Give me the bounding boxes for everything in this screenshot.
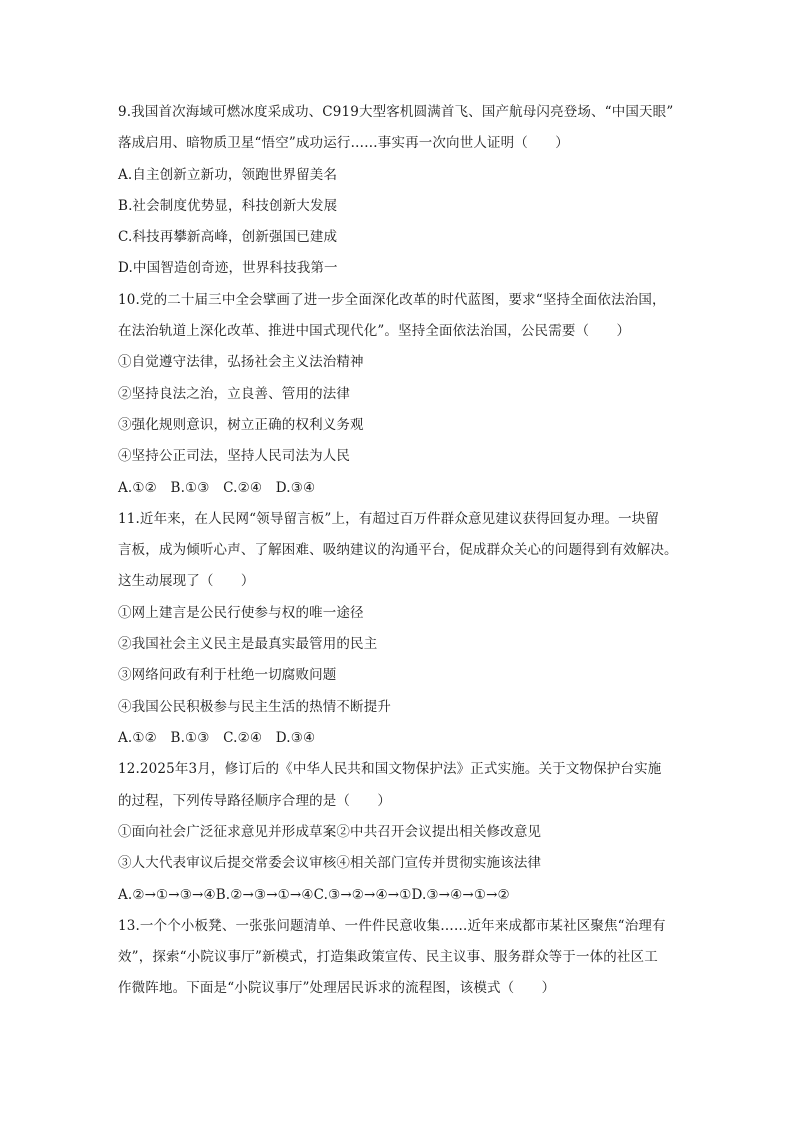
q11-stem-line-3: 这生动展现了（ ） [118,573,255,589]
q9-stem-line-2: 落成启用、暗物质卫星“悟空”成功运行……事实再一次向世人证明（ ） [118,135,569,151]
q13-stem-line-1: 13.一个个小板凳、一张张问题清单、一件件民意收集……近年来成都市某社区聚焦“治理有 [118,918,666,934]
q9-stem-line-1: 9.我国首次海域可燃冰度采成功、C919大型客机圆满首飞、国产航母闪亮登场、“中国天眼” [118,104,674,120]
q12-stem-line-2: 的过程，下列传导路径顺序合理的是（ ） [118,793,391,809]
q10-answer-options: A.①② B.①③ C.②④ D.③④ [118,480,316,496]
q11-answer-options: A.①② B.①③ C.②④ D.③④ [118,730,316,746]
q11-statement-4: ④我国公民积极参与民主生活的热情不断提升 [118,699,391,715]
q12-statement-line-2: ③人大代表审议后提交常委会议审核④相关部门宣传并贯彻实施该法律 [118,855,542,871]
q11-stem-line-1: 11.近年来，在人民网“领导留言板”上，有超过百万件群众意见建议获得回复办理。一块留 [118,511,660,527]
q10-statement-3: ③强化规则意识，树立正确的权利义务观 [118,417,364,433]
q10-stem-line-2: 在法治轨道上深化改革、推进中国式现代化”。坚持全面依法治国，公民需要（ ） [118,323,631,339]
q12-stem-line-1: 12.2025年3月，修订后的《中华人民共和国文物保护法》正式实施。关于文物保护台实施 [118,761,662,777]
q9-option-c: C.科技再攀新高峰，创新强国已建成 [118,229,338,245]
q10-statement-2: ②坚持良法之治，立良善、管用的法律 [118,386,351,402]
q10-statement-4: ④坚持公正司法，坚持人民司法为人民 [118,448,351,464]
q12-statement-line-1: ①面向社会广泛征求意见并形成草案②中共召开会议提出相关修改意见 [118,824,542,840]
q13-stem-line-2: 效”，探索“小院议事厅”新模式，打造集政策宣传、民主议事、服务群众等于一体的社区工 [118,949,658,965]
q10-statement-1: ①自觉遵守法律，弘扬社会主义法治精神 [118,354,364,370]
q9-option-a: A.自主创新立新功，领跑世界留美名 [118,167,338,183]
q9-option-b: B.社会制度优势显，科技创新大发展 [118,198,338,214]
q11-statement-3: ③网络问政有利于杜绝一切腐败问题 [118,667,337,683]
q11-statement-1: ①网上建言是公民行使参与权的唯一途径 [118,605,364,621]
q13-stem-line-3: 作微阵地。下面是“小院议事厅”处理居民诉求的流程图，该模式（ ） [118,980,556,996]
q9-option-d: D.中国智造创奇迹，世界科技我第一 [118,260,338,276]
q11-stem-line-2: 言板，成为倾听心声、了解困难、吸纳建议的沟通平台，促成群众关心的问题得到有效解决。 [118,542,678,558]
q12-answer-options: A.②→①→③→④B.②→③→①→④C.③→②→④→①D.③→④→①→② [118,887,510,903]
q11-statement-2: ②我国社会主义民主是最真实最管用的民主 [118,636,378,652]
q10-stem-line-1: 10.党的二十届三中全会擘画了进一步全面深化改革的时代蓝图，要求“坚持全面依法治国， [118,292,666,308]
